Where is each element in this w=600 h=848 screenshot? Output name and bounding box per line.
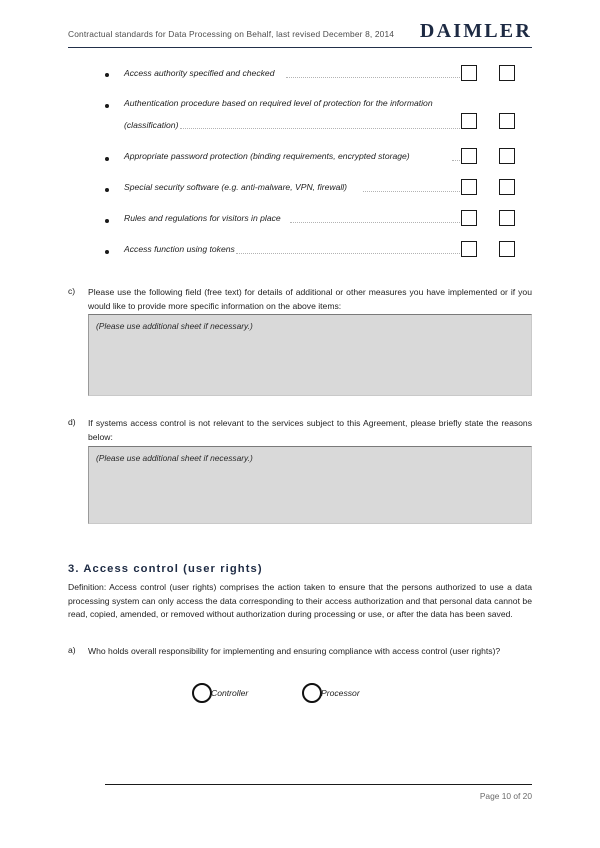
- section-3-definition: Definition: Access control (user rights) comprises the action taken to ensure that the persons authorized to use a data processing system can only access the data corresponding to their access authorization and that personal data cannot be read, copied, amended, or removed without authorization during processing or use, or after the data has been saved.: [68, 582, 532, 620]
- checkbox-yes[interactable]: [461, 241, 477, 257]
- checkbox-yes[interactable]: [461, 65, 477, 81]
- bullet-icon: [105, 219, 109, 223]
- page-number: Page 10 of 20: [479, 791, 532, 801]
- bullet-icon: [105, 250, 109, 254]
- bullet-icon: [105, 157, 109, 161]
- checkbox-no[interactable]: [499, 148, 515, 164]
- radio-controller[interactable]: [192, 683, 212, 703]
- checklist-item-label: Rules and regulations for visitors in place: [124, 213, 281, 223]
- checkbox-no[interactable]: [499, 241, 515, 257]
- leader-dots: [180, 128, 462, 130]
- question-a-label: a): [68, 645, 76, 655]
- checklist-item-label: Access function using tokens: [124, 244, 235, 254]
- checkbox-yes[interactable]: [461, 148, 477, 164]
- question-a-text: Who holds overall responsibility for implementing and ensuring compliance with access control (user rights)?: [88, 646, 501, 656]
- checklist-item-label-cont: (classification): [124, 120, 179, 130]
- checkbox-yes[interactable]: [461, 179, 477, 195]
- radio-processor-label: Processor: [321, 688, 360, 698]
- daimler-logo: DAIMLER: [419, 20, 532, 42]
- leader-dots: [236, 253, 462, 255]
- question-c-label: c): [68, 286, 76, 296]
- bullet-icon: [105, 73, 109, 77]
- radio-controller-label: Controller: [211, 688, 249, 698]
- free-text-field-d-placeholder: (Please use additional sheet if necessary.): [96, 453, 253, 463]
- free-text-field-c-placeholder: (Please use additional sheet if necessary.): [96, 321, 253, 331]
- checkbox-yes[interactable]: [461, 113, 477, 129]
- section-3-heading: 3. Access control (user rights): [68, 563, 263, 575]
- question-d-label: d): [68, 417, 76, 427]
- radio-processor[interactable]: [302, 683, 322, 703]
- checkbox-no[interactable]: [499, 210, 515, 226]
- checkbox-no[interactable]: [499, 113, 515, 129]
- checklist-item-label: Appropriate password protection (binding requirements, encrypted storage): [124, 151, 410, 161]
- header-divider: [68, 47, 532, 48]
- question-c-text: Please use the following field (free text) for details of additional or other measures you have implemented or if you would like to provide more specific information on the above items:: [88, 287, 532, 311]
- footer-divider: [105, 784, 532, 785]
- checklist-item-label: Special security software (e.g. anti-malware, VPN, firewall): [124, 182, 348, 192]
- header-title: Contractual standards for Data Processing on Behalf, last revised December 8, 2014: [68, 29, 395, 39]
- leader-dots: [286, 77, 462, 79]
- checklist-item-label: Authentication procedure based on required level of protection for the information: [124, 98, 433, 108]
- checkbox-no[interactable]: [499, 179, 515, 195]
- bullet-icon: [105, 188, 109, 192]
- free-text-field-c[interactable]: [88, 314, 532, 396]
- free-text-field-d[interactable]: [88, 446, 532, 524]
- checklist-item-label: Access authority specified and checked: [124, 68, 275, 78]
- leader-dots: [290, 222, 462, 224]
- checkbox-yes[interactable]: [461, 210, 477, 226]
- leader-dots: [363, 191, 462, 193]
- bullet-icon: [105, 104, 109, 108]
- checkbox-no[interactable]: [499, 65, 515, 81]
- question-d-text: If systems access control is not relevant to the services subject to this Agreement, please briefly state the reasons below:: [88, 418, 532, 442]
